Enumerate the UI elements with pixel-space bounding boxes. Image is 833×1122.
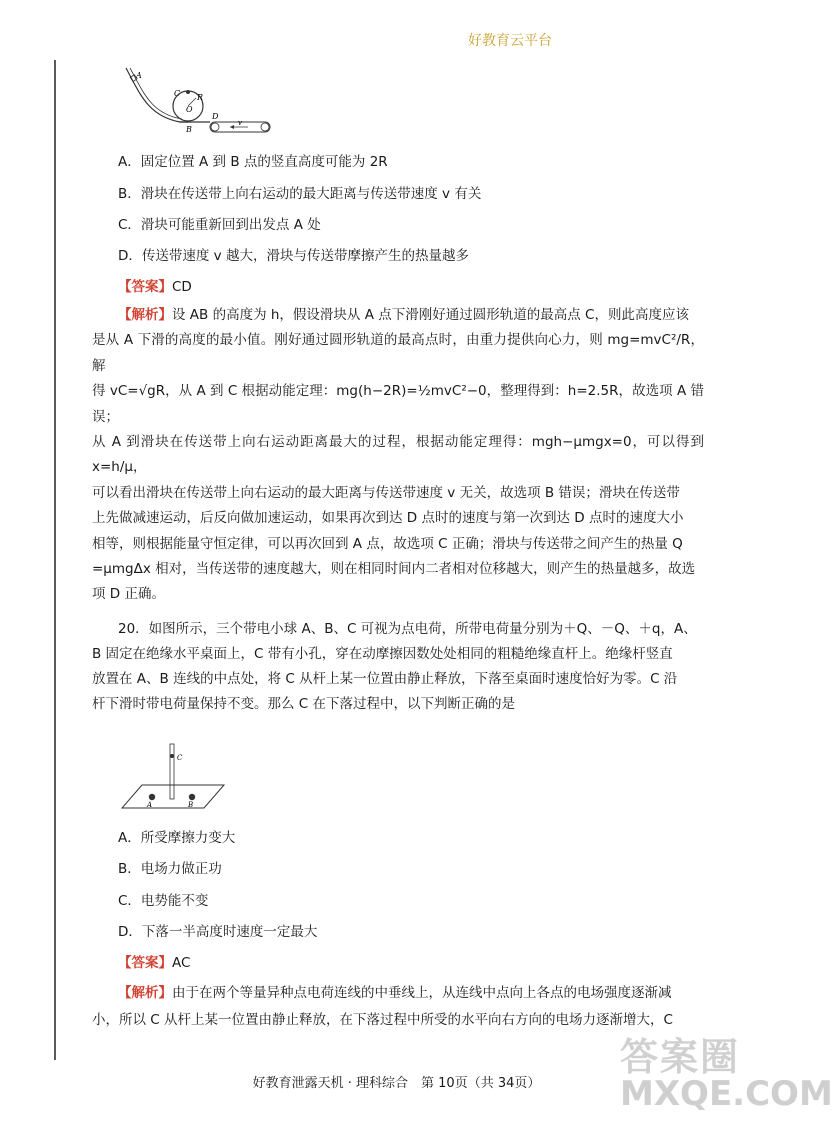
label-r: R bbox=[197, 93, 204, 102]
label-o: O bbox=[186, 105, 193, 114]
q19-option-d: D．传送带速度 v 越大，滑块与传送带摩擦产生的热量越多 bbox=[118, 248, 469, 264]
analysis-tag: 【解析】 bbox=[118, 985, 172, 1001]
label-c: C bbox=[177, 754, 183, 762]
label-v: v bbox=[238, 119, 242, 127]
analysis-line: 是从 A 下滑的高度的最小值。刚好通过圆形轨道的最高点时，由重力提供向心力，则 mg=mvC²/R，解 bbox=[92, 332, 704, 374]
page-footer: 好教育泄露天机 · 理科综合 第 10页（共 34页） bbox=[252, 1076, 541, 1091]
analysis-line: 得 vC=√gR，从 A 到 C 根据动能定理：mg(h−2R)=½mvC²−0，整理得到：h=2.5R，故选项 A 错误； bbox=[92, 383, 704, 425]
watermark-stamp: 答案圈 bbox=[620, 1035, 741, 1079]
analysis-line: 由于在两个等量异种点电荷连线的中垂线上，从连线中点向上各点的电场强度逐渐减 bbox=[172, 985, 672, 1001]
label-d: D bbox=[212, 112, 219, 121]
q19-option-b: B．滑块在传送带上向右运动的最大距离与传送带速度 v 有关 bbox=[118, 186, 482, 202]
q20-figure bbox=[120, 740, 230, 812]
analysis-line: =μmgΔx 相对，当传送带的速度越大，则在相同时间内二者相对位移越大，则产生的热量越多，故选 bbox=[92, 561, 696, 578]
answer-value: CD bbox=[172, 279, 192, 295]
q19-option-a: A．固定位置 A 到 B 点的竖直高度可能为 2R bbox=[118, 154, 388, 170]
analysis-line: 上先做减速运动，后反向做加速运动，如果再次到达 D 点时的速度与第一次到达 D 点时的速度大小 bbox=[92, 510, 684, 527]
label-a: A bbox=[136, 71, 142, 80]
label-b: B bbox=[186, 125, 192, 134]
analysis-line: 可以看出滑块在传送带上向右运动的最大距离与传送带速度 v 无关，故选项 B 错误；滑块在传送带 bbox=[92, 484, 680, 501]
analysis-line: 从 A 到滑块在传送带上向右运动距离最大的过程，根据动能定理得：mgh−μmgx=0，可以得到 x=h/μ， bbox=[92, 434, 704, 476]
stem-line: 杆下滑时带电荷量保持不变。那么 C 在下落过程中，以下判断正确的是 bbox=[92, 696, 516, 712]
analysis-line: 相等，则根据能量守恒定律，可以再次回到 A 点，故选项 C 正确；滑块与传送带之间产生的热量 Q bbox=[92, 535, 683, 552]
q20-answer bbox=[118, 951, 190, 971]
analysis-line: 设 AB 的高度为 h，假设滑块从 A 点下滑刚好通过圆形轨道的最高点 C，则此高度应该 bbox=[172, 307, 689, 323]
q19-analysis bbox=[92, 303, 704, 608]
label-b: B bbox=[188, 801, 194, 809]
watermark-url: MXQE.COM bbox=[620, 1074, 833, 1114]
q20-option-c: C．电势能不变 bbox=[118, 893, 209, 909]
q20-option-b: B．电场力做正功 bbox=[118, 861, 222, 877]
analysis-line: 项 D 正确。 bbox=[92, 586, 165, 603]
stem-line: 20．如图所示，三个带电小球 A、B、C 可视为点电荷，所带电荷量分别为＋Q、－Q、＋q，A、 bbox=[118, 621, 697, 637]
answer-value: AC bbox=[172, 955, 191, 971]
analysis-tag: 【解析】 bbox=[118, 307, 172, 323]
q20-stem bbox=[92, 617, 704, 717]
label-a: A bbox=[147, 801, 153, 809]
analysis-line: 小，所以 C 从杆上某一位置由静止释放，在下落过程中所受的水平向右方向的电场力逐渐增大，C bbox=[92, 1012, 673, 1028]
header-brand: 好教育云平台 bbox=[468, 33, 552, 49]
margin-line bbox=[54, 60, 56, 1060]
answer-tag: 【答案】 bbox=[118, 279, 172, 295]
q19-option-c: C．滑块可能重新回到出发点 A 处 bbox=[118, 217, 321, 233]
q19-figure bbox=[118, 64, 278, 140]
q19-answer bbox=[118, 275, 192, 295]
stem-line: 放置在 A、B 连线的中点处，将 C 从杆上某一位置由静止释放，下落至桌面时速度恰好为零。C 沿 bbox=[92, 671, 678, 687]
stem-line: B 固定在绝缘水平桌面上，C 带有小孔，穿在动摩擦因数处处相同的粗糙绝缘直杆上。绝缘杆竖直 bbox=[92, 646, 673, 662]
q20-option-a: A．所受摩擦力变大 bbox=[118, 830, 236, 846]
answer-tag: 【答案】 bbox=[118, 955, 172, 971]
q20-option-d: D．下落一半高度时速度一定最大 bbox=[118, 924, 318, 940]
label-c: C bbox=[174, 89, 181, 98]
q20-analysis bbox=[92, 980, 704, 1034]
